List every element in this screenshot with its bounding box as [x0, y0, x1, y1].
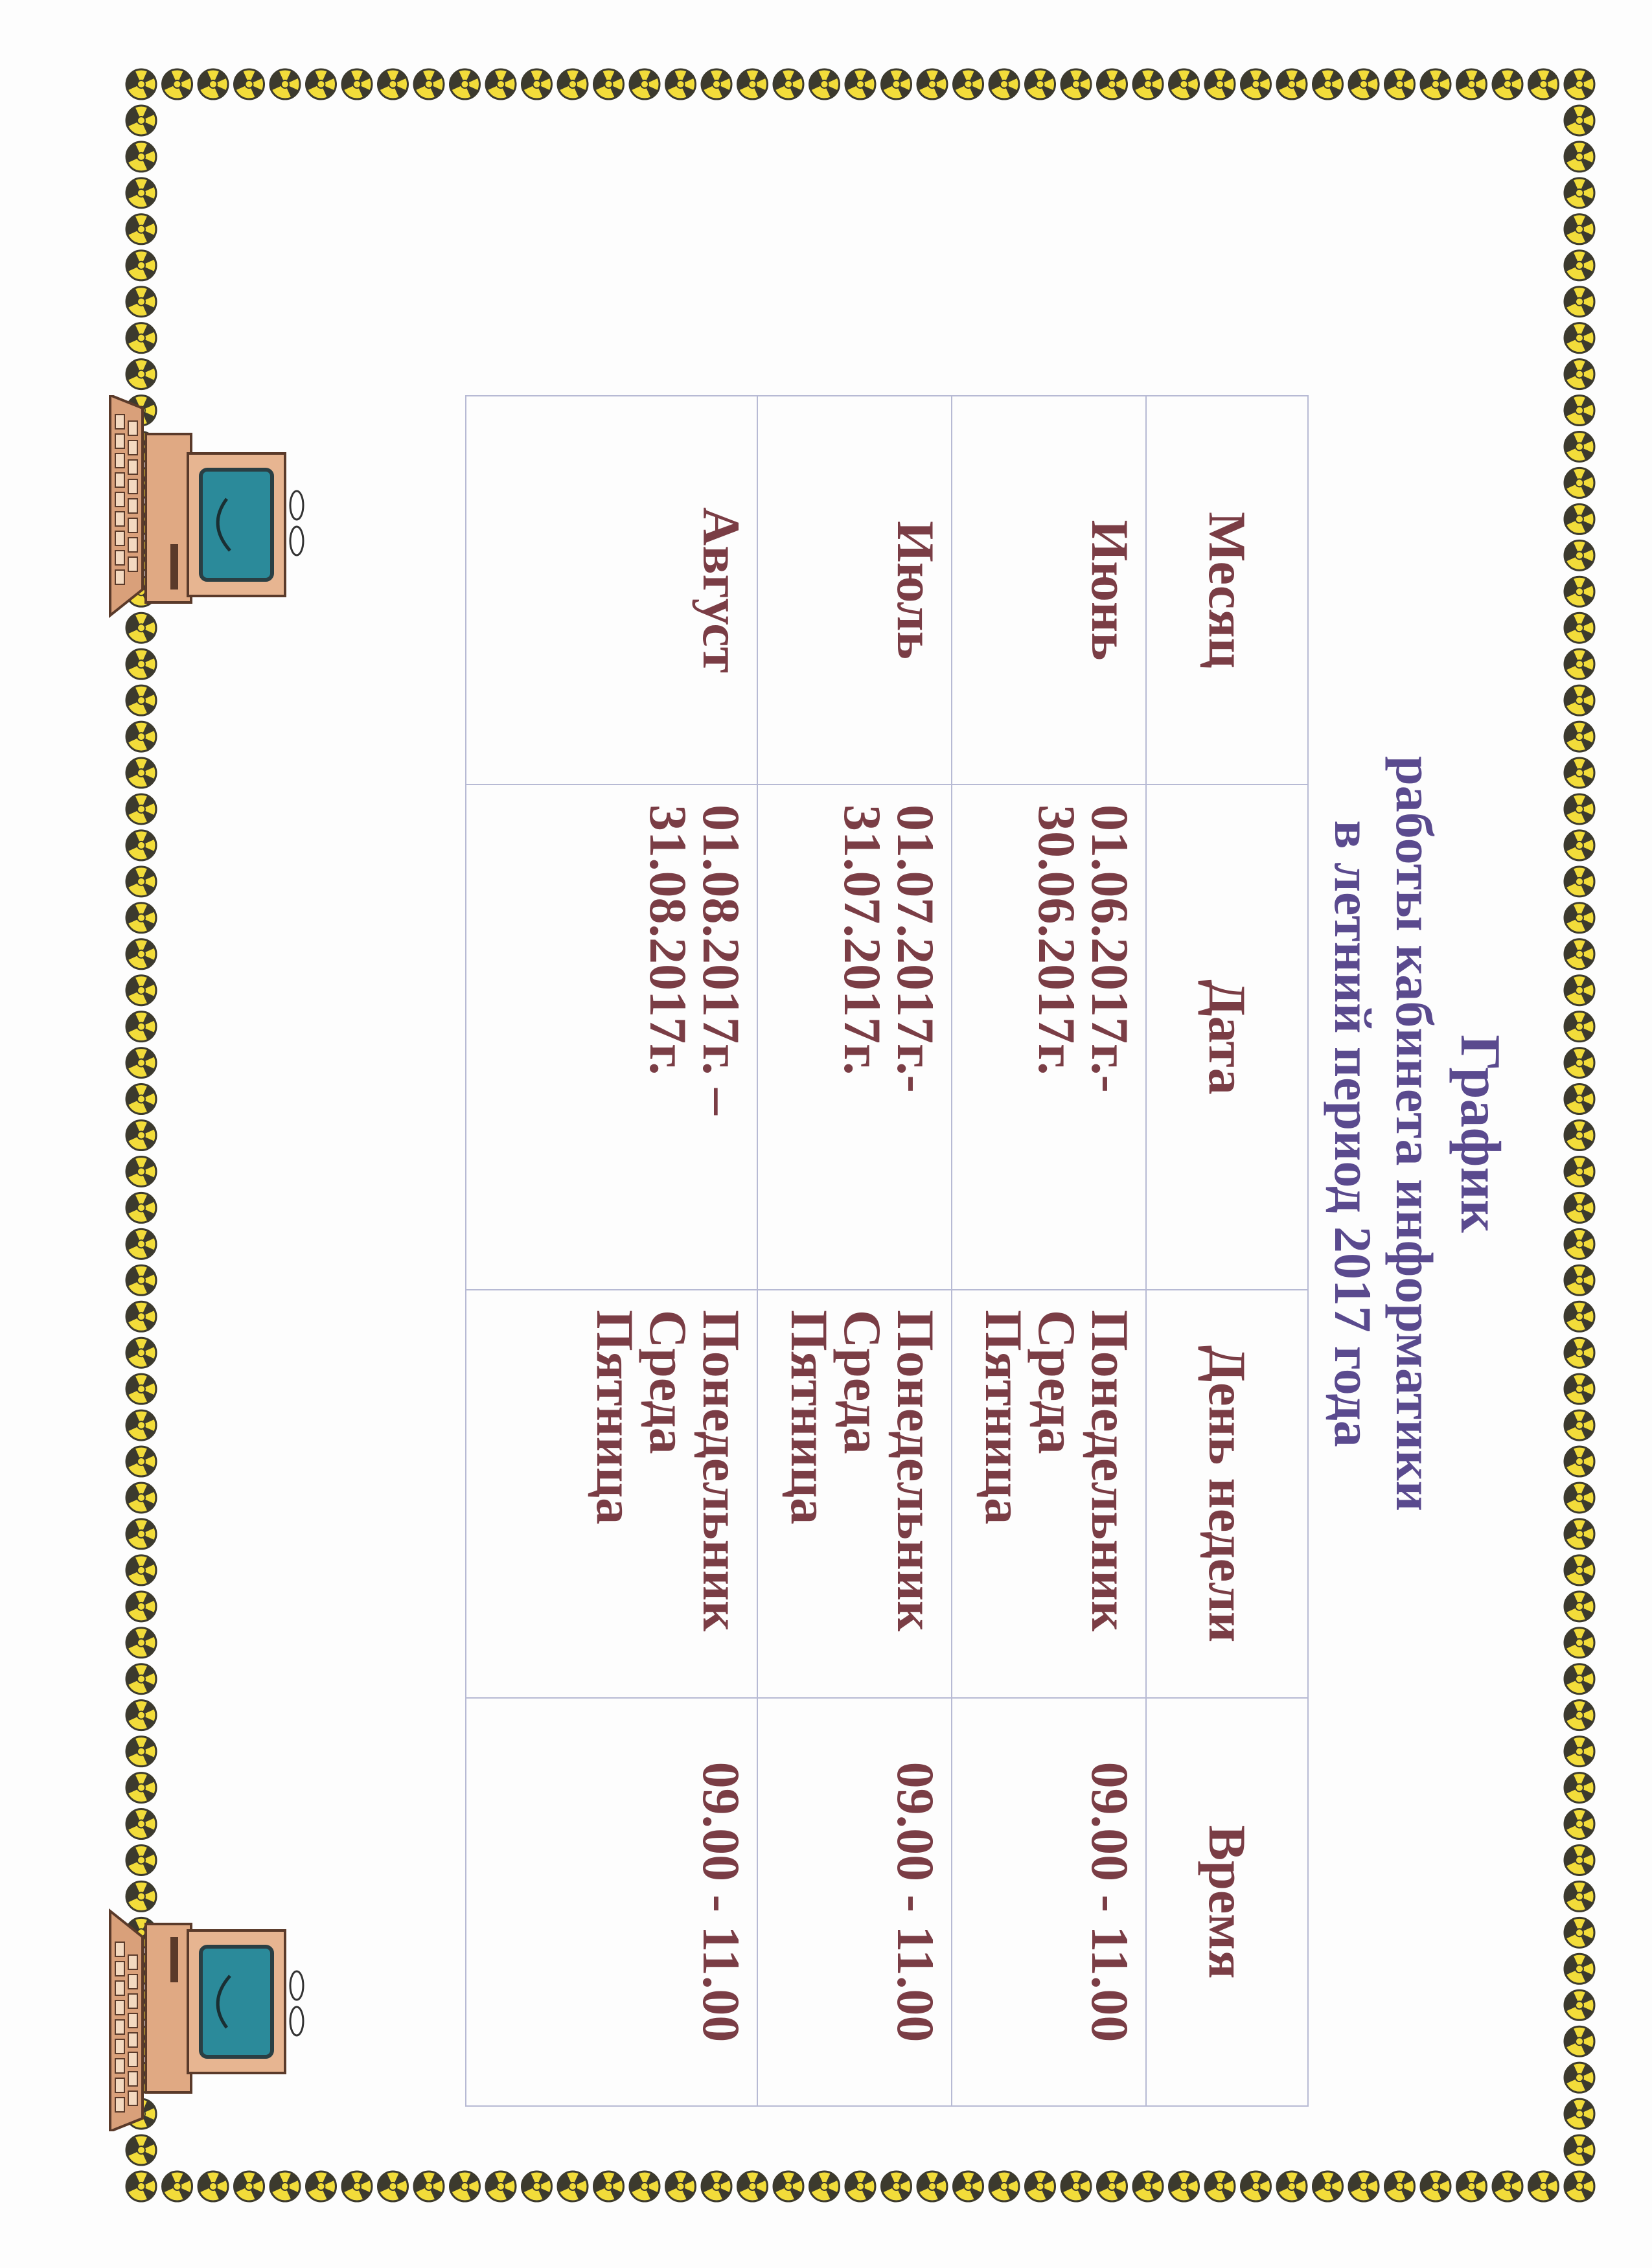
cell-weekdays	[466, 1290, 757, 1698]
border-circle	[1565, 1881, 1594, 1911]
cell-time: 09.00 - 11.00	[952, 1698, 1146, 2106]
border-circle	[1565, 1447, 1594, 1476]
weekday: Среда	[1027, 1310, 1086, 1454]
border-circle	[1565, 540, 1594, 570]
border-circle	[1565, 976, 1594, 1005]
border-circle	[1565, 2171, 1594, 2201]
weekday: Среда	[639, 1310, 698, 1454]
border-circle	[1565, 287, 1594, 317]
border-circle	[1565, 2135, 1594, 2165]
cell-date: 01.06.2017г.- 30.06.2017г.	[952, 785, 1146, 1290]
border-circle	[1565, 1773, 1594, 1803]
border-circle	[1565, 1737, 1594, 1767]
border-circle	[1565, 468, 1594, 498]
border-circle	[1565, 2026, 1594, 2056]
weekday: Понедельник	[692, 1310, 751, 1632]
border-circle	[1565, 251, 1594, 281]
border-circle	[1565, 178, 1594, 208]
border-circle	[1565, 722, 1594, 751]
schedule-table	[465, 395, 1309, 2107]
header-month: Месяц	[1146, 396, 1308, 785]
table-row	[757, 396, 952, 2106]
cell-time: 09.00 - 11.00	[757, 1698, 952, 2106]
cell-month: Июль	[757, 396, 952, 785]
computer-clipart-icon	[91, 395, 304, 641]
border-circle	[1565, 360, 1594, 389]
border-circle	[1565, 685, 1594, 715]
table-row	[466, 396, 757, 2106]
border-circle	[1565, 142, 1594, 172]
border-circle	[1565, 1193, 1594, 1222]
border-circle	[1565, 1519, 1594, 1549]
border-circle	[1565, 1012, 1594, 1042]
border-circle	[1565, 1664, 1594, 1694]
border-circle	[1565, 396, 1594, 426]
header-time: Время	[1146, 1698, 1308, 2106]
cell-time: 09.00 - 11.00	[466, 1698, 757, 2106]
rotated-content	[110, 91, 1542, 2177]
border-circle	[1565, 2063, 1594, 2092]
border-circle	[1565, 1954, 1594, 1984]
border-circle	[1565, 1990, 1594, 2020]
border-circle	[1565, 1918, 1594, 1947]
weekday: Пятница	[586, 1310, 645, 1525]
weekday: Пятница	[974, 1310, 1033, 1525]
border-circle	[1565, 2099, 1594, 2129]
border-circle	[1565, 1156, 1594, 1186]
border-circle	[1565, 758, 1594, 788]
border-circle	[1565, 649, 1594, 679]
cell-date: 01.07.2017г.- 31.07.2017г.	[757, 785, 952, 1290]
border-circle	[1565, 794, 1594, 824]
border-circle	[1565, 577, 1594, 606]
border-circle	[1565, 939, 1594, 969]
border-circle	[1565, 1592, 1594, 1621]
border-circle	[1565, 323, 1594, 353]
border-circle	[1565, 1483, 1594, 1513]
border-circle	[1565, 1809, 1594, 1839]
cell-date: 01.08.2017г. – 31.08.2017г.	[466, 785, 757, 1290]
cell-weekdays	[757, 1290, 952, 1698]
border-circle	[1565, 613, 1594, 643]
border-circle	[1565, 1338, 1594, 1368]
subtitle-line-2: в летний период 2017 года	[1324, 820, 1382, 1447]
border-circle	[1565, 504, 1594, 534]
border-circle	[1565, 214, 1594, 244]
computer-clipart-icon	[91, 1885, 304, 2131]
weekday: Среда	[833, 1310, 892, 1454]
border-circle	[1565, 1374, 1594, 1404]
border-circle	[1565, 1628, 1594, 1658]
border-circle	[1565, 903, 1594, 933]
border-circle	[1565, 1301, 1594, 1331]
header-weekday: День недели	[1146, 1290, 1308, 1698]
border-circle	[1565, 1084, 1594, 1114]
border-circle	[1565, 867, 1594, 897]
border-circle	[1565, 1265, 1594, 1295]
border-circle	[1565, 1229, 1594, 1259]
border-circle	[1565, 1555, 1594, 1585]
subtitle-line-1: работы кабинета информатики	[1385, 756, 1444, 1511]
border-circle	[1565, 1410, 1594, 1440]
header-date: Дата	[1146, 785, 1308, 1290]
border-circle	[1565, 1048, 1594, 1078]
table-row	[952, 396, 1146, 2106]
border-circle	[1565, 830, 1594, 860]
border-circle	[1565, 431, 1594, 461]
weekday: Понедельник	[886, 1310, 945, 1632]
border-circle	[1565, 1845, 1594, 1875]
cell-month: Август	[466, 396, 757, 785]
page-title: График	[1449, 1035, 1511, 1233]
weekday: Понедельник	[1081, 1310, 1140, 1632]
border-circle	[1565, 69, 1594, 99]
weekday: Пятница	[780, 1310, 839, 1525]
border-circle	[1565, 1121, 1594, 1151]
cell-month: Июнь	[952, 396, 1146, 785]
border-circle	[1565, 106, 1594, 135]
border-circle	[1565, 1701, 1594, 1730]
cell-weekdays	[952, 1290, 1146, 1698]
